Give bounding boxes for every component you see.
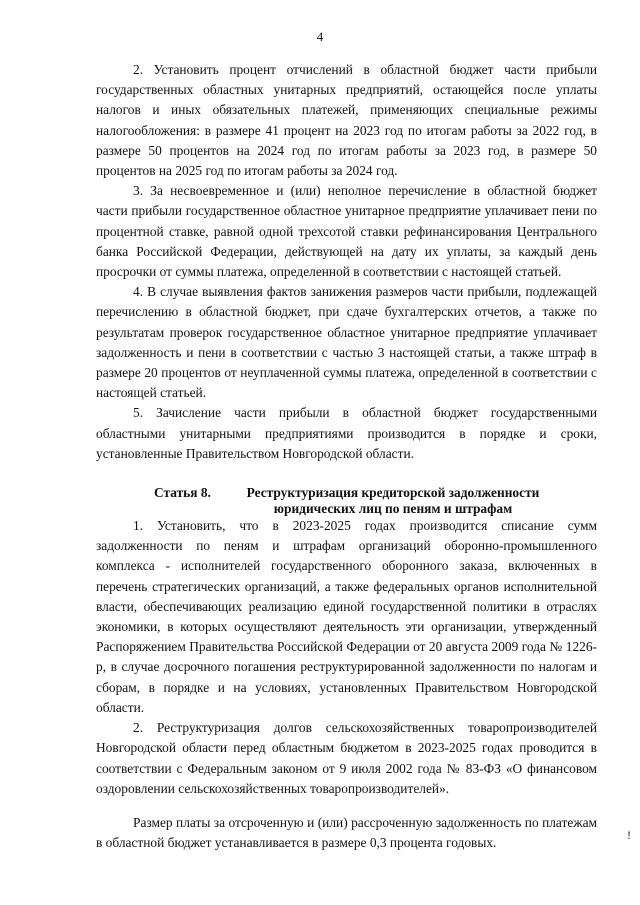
paragraph-3-late-payment-penalty: 3. За несвоевременное и (или) неполное перечисление в областной бюджет части прибыли государственное областное унитарное предприятие уплачивает пени по процентной ставке, равной одной трехсотой ставки рефинансирования Центрального банка Российской Федерации, действующей на дату их уплаты, за каждый день просрочки от суммы платежа, определенной в соответствии с настоящей статьей. bbox=[96, 183, 597, 280]
article-title bbox=[228, 485, 558, 516]
article-heading bbox=[96, 485, 597, 516]
article-title-line-1: Реструктуризация кредиторской задолженности bbox=[246, 485, 540, 501]
article-8-paragraph-1: 1. Установить, что в 2023-2025 годах производится списание сумм задолженности по пеням и штрафам организаций оборонно-промышленного комплекса - исполнителей государственного оборонного заказа, включенных в перечень стратегических организаций, а также федеральных органов исполнительной власти, обеспечивающих реализацию единой государственной политики в отраслях экономики, в которых осуществляют деятельность эти организации, утвержденный Распоряжением Правительства Российской Федерации от 20 августа 2009 года № 1226-р, в случае досрочного погашения реструктурированной задолженности по налогам и сборам, в порядке и на условиях, установленных Правительством Новгородской области. bbox=[96, 518, 597, 715]
paragraph-2-profit-percent: 2. Установить процент отчислений в областной бюджет части прибыли государственных областных унитарных предприятий, остающейся после уплаты налогов и иных обязательных платежей, применяющих специальные режимы налогообложения: в размере 41 процент на 2023 год по итогам работы за 2022 год, в размере 50 процентов на 2024 год по итогам работы за 2023 год, в размере 50 процентов на 2025 год по итогам работы за 2024 год. bbox=[96, 62, 597, 179]
article-title-line-2: юридических лиц по пеням и штрафам bbox=[273, 500, 513, 516]
paragraph-5-crediting-order: 5. Зачисление части прибыли в областной бюджет государственными областными унитарными предприятиями производится в порядке и сроки, установленные Правительством Новгородской области. bbox=[96, 405, 597, 461]
article-8-paragraph-2: 2. Реструктуризация долгов сельскохозяйственных товаропроизводителей Новгородской области перед областным бюджетом в 2023-2025 годах проводится в соответствии с Федеральным законом от 9 июля 2002 года № 83-ФЗ «О финансовом оздоровлении сельскохозяйственных товаропроизводителей». bbox=[96, 720, 597, 796]
article-number: Статья 8. bbox=[154, 485, 211, 501]
margin-mark: ! bbox=[627, 828, 631, 842]
page-content bbox=[96, 60, 597, 853]
paragraph-4-understatement-fine: 4. В случае выявления фактов занижения размеров части прибыли, подлежащей перечислению в областной бюджет, при сдаче бухгалтерских отчетов, а также по результатам проверок государственное областное унитарное предприятие уплачивает задолженность и пени в соответствии с частью 3 настоящей статьи, а также штраф в размере 20 процентов от неуплаченной суммы платежа, определенной в соответствии с настоящей статьей. bbox=[96, 284, 597, 401]
page-number: 4 bbox=[316, 29, 324, 44]
article-8-paragraph-3: Размер платы за отсроченную и (или) рассроченную задолженность по платежам в областной бюджет устанавливается в размере 0,3 процента годовых. bbox=[96, 814, 597, 851]
